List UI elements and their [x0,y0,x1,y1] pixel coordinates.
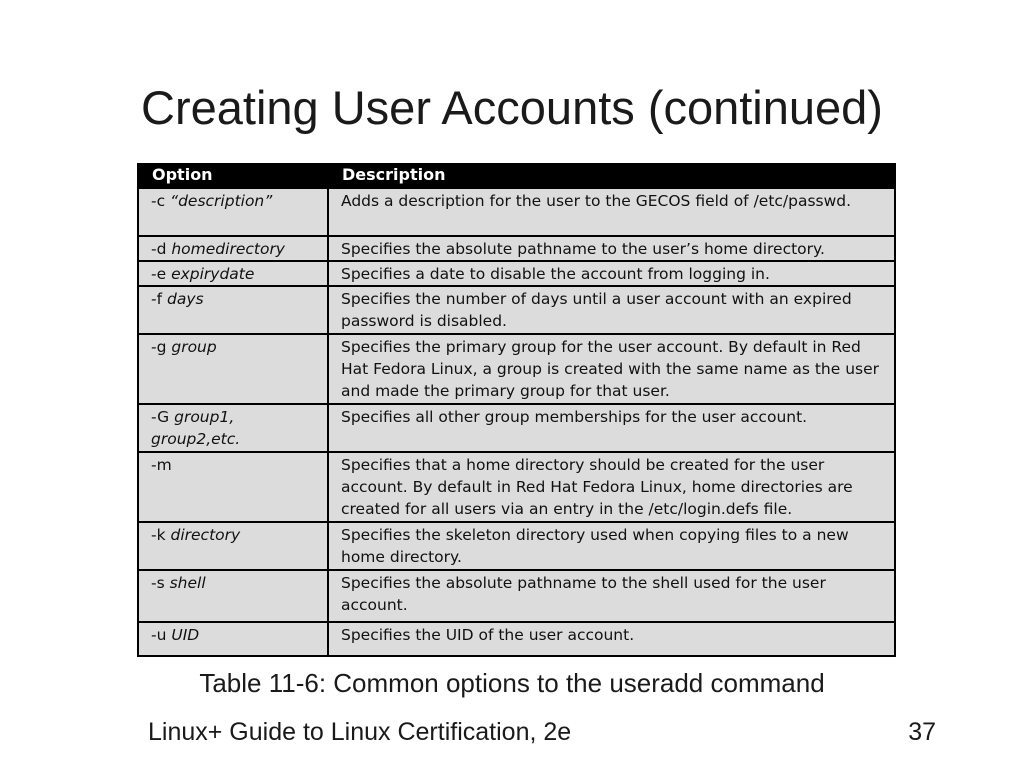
option-cell [138,570,328,622]
description-cell: Specifies the skeleton directory used when copying files to a new home directory. [328,522,895,570]
description-cell: Specifies the absolute pathname to the shell used for the user account. [328,570,895,622]
description-cell: Specifies a date to disable the account from logging in. [328,261,895,286]
option-flag: -g [151,338,172,356]
description-cell: Specifies the absolute pathname to the user’s home directory. [328,236,895,261]
table-row [138,236,895,261]
description-cell: Specifies the primary group for the user account. By default in Red Hat Fedora Linux, a group is created with the same name as the user and made the primary group for that user. [328,334,895,404]
option-cell [138,261,328,286]
option-cell [138,452,328,522]
option-argument: homedirectory [171,240,285,258]
table-caption: Table 11-6: Common options to the useradd command [199,668,825,698]
column-header-description: Description [328,163,895,188]
description-cell: Specifies that a home directory should be created for the user account. By default in Red Hat Fedora Linux, home directories are created for all users via an entry in the /etc/login.defs file. [328,452,895,522]
useradd-options-table [137,163,896,657]
table-row [138,404,895,452]
table-row [138,261,895,286]
table-row [138,286,895,334]
option-argument: UID [171,626,200,644]
column-header-option: Option [138,163,328,188]
option-flag: -e [151,265,172,283]
footer-text: Linux+ Guide to Linux Certification, 2e [148,718,572,746]
option-flag: -s [151,574,170,592]
table-row [138,622,895,656]
option-flag: -f [151,290,167,308]
option-argument: shell [169,574,206,592]
option-cell [138,622,328,656]
option-cell [138,236,328,261]
option-argument: directory [170,526,241,544]
table-row [138,522,895,570]
option-argument: “description” [170,192,273,210]
slide-title: Creating User Accounts (continued) [141,81,883,134]
option-flag: -c [151,192,171,210]
description-cell: Specifies the UID of the user account. [328,622,895,656]
option-cell [138,286,328,334]
option-flag: -m [151,456,172,474]
option-argument: group1, group2,etc. [151,408,241,448]
option-cell [138,188,328,236]
option-argument: expirydate [171,265,255,283]
option-flag: -k [151,526,171,544]
table-row [138,570,895,622]
option-argument: days [166,290,204,308]
option-cell [138,334,328,404]
option-flag: -G [151,408,175,426]
option-flag: -d [151,240,172,258]
table-row [138,452,895,522]
table-header-row [138,163,895,188]
page-number: 37 [908,718,936,746]
description-cell: Adds a description for the user to the GECOS field of /etc/passwd. [328,188,895,236]
option-cell [138,522,328,570]
description-cell: Specifies the number of days until a user account with an expired password is disabled. [328,286,895,334]
option-flag: -u [151,626,172,644]
table-row [138,334,895,404]
option-cell [138,404,328,452]
table-row [138,188,895,236]
option-argument: group [171,338,217,356]
description-cell: Specifies all other group memberships for the user account. [328,404,895,452]
